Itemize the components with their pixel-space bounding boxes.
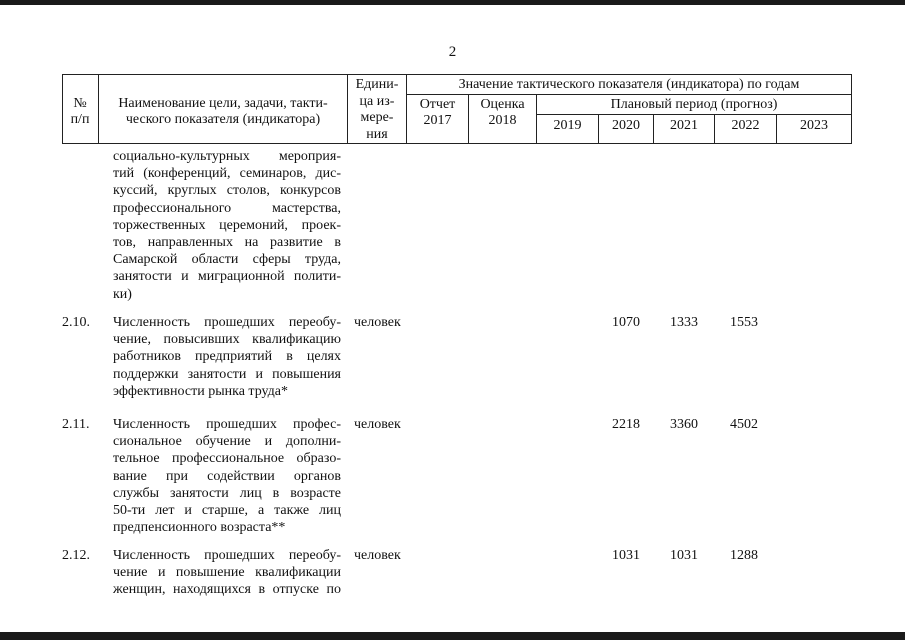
text-line: тий (конференций, семинаров, дис- bbox=[113, 166, 341, 182]
header-estimate-line: 2018 bbox=[488, 113, 517, 128]
table-header bbox=[0, 0, 905, 160]
row-name bbox=[113, 547, 341, 599]
scan-bottom-border bbox=[0, 632, 905, 640]
header-year-2023: 2023 bbox=[800, 118, 828, 133]
text-line: занятости и миграционной полити- bbox=[113, 269, 341, 285]
header-name-line: ческого показателя (индикатора) bbox=[125, 112, 321, 127]
header-estimate bbox=[469, 97, 536, 129]
header-unit-line: мере- bbox=[360, 110, 394, 125]
header-estimate-line: Оценка bbox=[480, 97, 525, 112]
header-year-2022: 2022 bbox=[731, 118, 760, 133]
row-number: 2.11. bbox=[62, 417, 90, 432]
text-line: торжественных церемоний, проек- bbox=[113, 217, 341, 233]
header-unit bbox=[348, 77, 406, 143]
value-2022: 1288 bbox=[730, 548, 758, 563]
header-plan: Плановый период (прогноз) bbox=[610, 97, 778, 112]
header-values-title: Значение тактического показателя (индикатора) по годам bbox=[458, 77, 800, 92]
text-line: поддержки занятости и повышения bbox=[113, 366, 341, 382]
value-2022: 1553 bbox=[730, 315, 758, 330]
text-line: ки) bbox=[113, 286, 132, 302]
header-name-line: Наименование цели, задачи, такти- bbox=[118, 96, 328, 111]
header-top-rule bbox=[62, 74, 852, 75]
header-report bbox=[407, 97, 468, 129]
header-year-2019: 2019 bbox=[553, 118, 582, 133]
value-2021: 3360 bbox=[670, 417, 698, 432]
text-line: предпенсионного возраста** bbox=[113, 520, 286, 536]
row-unit: человек bbox=[354, 417, 401, 432]
text-line: тов, направленных на развитие в bbox=[113, 235, 341, 251]
text-line: Самарской области сферы труда, bbox=[113, 252, 341, 268]
text-line: 50-ти лет и старше, а также лиц bbox=[113, 503, 341, 519]
header-name bbox=[99, 96, 347, 128]
row-unit: человек bbox=[354, 548, 401, 563]
text-line: Численность прошедших переобу- bbox=[113, 315, 341, 330]
text-line: вание при содействии органов bbox=[113, 468, 341, 484]
text-line: эффективности рынка труда* bbox=[113, 383, 288, 399]
continued-name-text bbox=[113, 148, 341, 303]
header-bottom-rule bbox=[62, 143, 852, 144]
plan-label-rule bbox=[536, 114, 852, 115]
text-line: работников предприятий в целях bbox=[113, 349, 341, 365]
text-line: тельное профессиональное образо- bbox=[113, 451, 341, 467]
text-line: социально-культурных мероприя- bbox=[113, 149, 341, 164]
header-right-border bbox=[851, 74, 852, 144]
header-unit-line: ния bbox=[366, 126, 388, 142]
header-year-2020: 2020 bbox=[612, 118, 640, 133]
text-line: Численность прошедших профес- bbox=[113, 417, 341, 432]
header-unit-line: ца из- bbox=[359, 93, 395, 109]
row-unit: человек bbox=[354, 315, 401, 330]
row-name bbox=[113, 416, 341, 536]
value-2021: 1031 bbox=[670, 548, 698, 563]
page-number: 2 bbox=[448, 44, 457, 60]
header-num-line: п/п bbox=[70, 112, 90, 127]
value-2021: 1333 bbox=[670, 315, 698, 330]
header-report-line: 2017 bbox=[423, 113, 452, 128]
row-number: 2.12. bbox=[62, 548, 90, 563]
text-line: женщин, находящихся в отпуске по bbox=[113, 582, 341, 598]
header-num-line: № bbox=[73, 96, 87, 111]
values-title-rule bbox=[406, 94, 852, 95]
text-line: куссий, круглых столов, конкурсов bbox=[113, 183, 341, 199]
value-2020: 1070 bbox=[612, 315, 640, 330]
text-line: чение и повышение квалификации bbox=[113, 565, 341, 581]
row-name bbox=[113, 314, 341, 400]
row-number: 2.10. bbox=[62, 315, 90, 330]
value-2020: 1031 bbox=[612, 548, 640, 563]
text-line: службы занятости лиц в возрасте bbox=[113, 485, 341, 501]
value-2022: 4502 bbox=[730, 417, 758, 432]
text-line: Численность прошедших переобу- bbox=[113, 548, 341, 563]
value-2020: 2218 bbox=[612, 417, 640, 432]
text-line: профессионального мастерства, bbox=[113, 200, 341, 216]
header-report-line: Отчет bbox=[419, 97, 456, 112]
text-line: чение, повысивших квалификацию bbox=[113, 332, 341, 348]
header-num bbox=[62, 96, 98, 128]
text-line: сиональное обучение и дополни- bbox=[113, 434, 341, 450]
header-year-2021: 2021 bbox=[670, 118, 698, 133]
header-unit-line: Едини- bbox=[355, 77, 399, 92]
